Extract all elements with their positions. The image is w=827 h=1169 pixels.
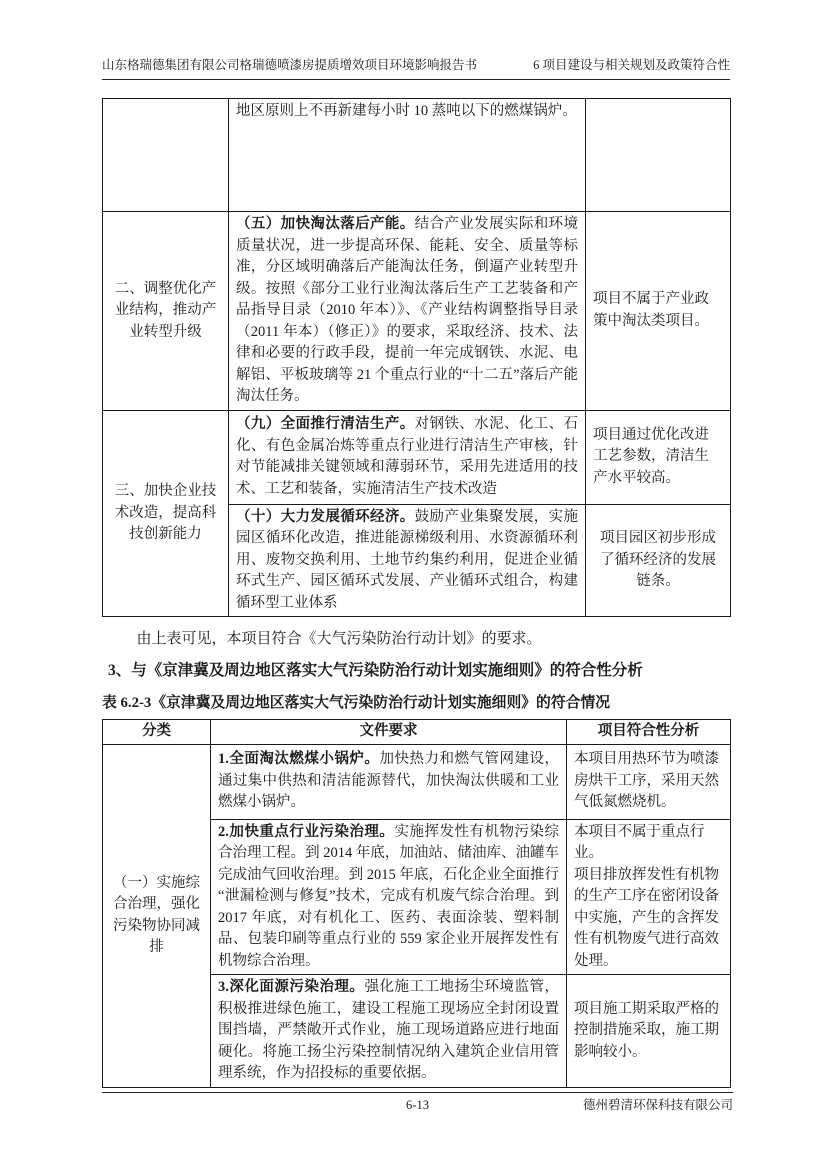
requirement-text: 强化施工工地扬尘环境监管，积极推进绿色施工，建设工程施工现场应全封闭设置围挡墙，严禁敞开式作业，施工现场道路应进行地面硬化。将施工扬尘污染控制情况纳入建筑企业信用管理系统，作为招投标的重要依据。 [218, 979, 560, 1081]
requirement-cell: 地区原则上不再新建每小时 10 蒸吨以下的燃煤锅炉。 [229, 99, 586, 212]
requirement-text: 结合产业发展实际和环境质量状况，进一步提高环保、能耗、安全、质量等标准，分区域明确落后产能淘汰任务，倒逼产业转型升级。按照《部分工业行业淘汰落后生产工艺装备和产品指导目录（2010 年本）》、《产业结构调整指导目录（2011 年本）（修正）》的要求，采取经济、技术、法律和必要的行政手段，提前一年完成钢铁、水泥、电解铝、平板玻璃等 21 个重点行业的“十二五”落后产能淘汰任务。 [236, 216, 579, 404]
page-number: 6-13 [406, 1098, 429, 1112]
requirement-lead: （九）全面推行清洁生产。 [236, 416, 415, 432]
requirement-cell [211, 744, 567, 819]
table-jingjinji-implementation [102, 719, 731, 1088]
requirement-text: 实施挥发性有机物污染综合治理工程。到 2014 年底，加油站、储油库、油罐车完成油气回收治理。到 2015 年底，石化企业全面推行“泄漏检测与修复”技术，完成有机废气综合治理。到 2017 年底，对有机化工、医药、表面涂装、塑料制品、包装印刷等重点行业的 559 家企业开展挥发性有机物综合治理。 [218, 823, 560, 969]
column-header-requirement: 文件要求 [211, 720, 567, 745]
page-footer [102, 1092, 733, 1112]
analysis-cell [586, 99, 731, 212]
page-content [102, 0, 730, 1088]
requirement-lead: 3.深化面源污染治理。 [218, 979, 365, 995]
table-caption: 表 6.2-3《京津冀及周边地区落实大气污染防治行动计划实施细则》的符合情况 [102, 695, 611, 711]
analysis-cell: 项目不属于产业政策中淘汰类项目。 [586, 212, 731, 411]
table-air-pollution-action-plan [102, 98, 731, 617]
requirement-lead: （五）加快淘汰落后产能。 [236, 216, 415, 232]
requirement-cell [211, 819, 567, 975]
analysis-cell: 本项目用热环节为喷漆房烘干工序，采用天然气低氮燃烧机。 [567, 744, 731, 819]
category-cell [103, 99, 229, 212]
table-row [103, 99, 731, 212]
requirement-cell [229, 410, 586, 504]
requirement-lead: 2.加快重点行业污染治理。 [218, 823, 395, 840]
analysis-cell: 项目园区初步形成了循环经济的发展链条。 [586, 504, 731, 617]
section-heading: 3、与《京津冀及周边地区落实大气污染防治行动计划实施细则》的符合性分析 [108, 662, 643, 679]
category-cell: （一）实施综合治理，强化污染物协同减排 [103, 744, 211, 1087]
page-header [102, 0, 730, 80]
requirement-cell [229, 504, 586, 617]
requirement-text: 对钢铁、水泥、化工、石化、有色金属冶炼等重点行业进行清洁生产审核，针对节能减排关键领域和薄弱环节，采用先进适用的技术、工艺和装备，实施清洁生产技术改造 [236, 416, 579, 497]
table-row [103, 212, 731, 411]
analysis-cell [567, 819, 731, 975]
footer-company-name: 德州碧清环保科技有限公司 [582, 1098, 733, 1112]
analysis-cell: 项目通过优化改进工艺参数，清洁生产水平较高。 [586, 410, 731, 504]
requirement-cell [211, 975, 567, 1088]
header-chapter-title: 6 项目建设与相关规划及政策符合性 [533, 58, 730, 72]
requirement-lead: （十）大力发展循环经济。 [236, 508, 415, 525]
column-header-analysis: 项目符合性分析 [567, 720, 731, 745]
category-cell: 二、调整优化产业结构，推动产业转型升级 [103, 212, 229, 411]
requirement-cell [229, 212, 586, 411]
analysis-paragraph: 本项目不属于重点行业。 [574, 823, 705, 861]
analysis-cell: 项目施工期采取严格的控制措施采取，施工期影响较小。 [567, 975, 731, 1088]
analysis-paragraph: 项目排放挥发性有机物的生产工序在密闭设备中实施，产生的含挥发性有机物废气进行高效处理。 [574, 866, 719, 969]
requirement-text: 鼓励产业集聚发展，实施园区循环化改造，推进能源梯级利用、水资源循环利用、废物交换利用、土地节约集约利用，促进企业循环式生产、园区循环式发展、产业循环式组合，构建循环型工业体系 [236, 508, 579, 611]
table-row [103, 410, 731, 504]
conclusion-paragraph: 由上表可见，本项目符合《大气污染防治行动计划》的要求。 [136, 631, 542, 647]
requirement-text: 加快热力和燃气管网建设，通过集中供热和清洁能源替代，加快淘汰供暖和工业燃煤小锅炉。 [218, 751, 559, 811]
header-report-title: 山东格瑞德集团有限公司格瑞德喷漆房提质增效项目环境影响报告书 [102, 58, 478, 72]
column-header-category: 分类 [103, 720, 211, 745]
table-row [103, 744, 731, 819]
category-cell: 三、加快企业技术改造，提高科技创新能力 [103, 410, 229, 617]
table-header-row [103, 720, 731, 745]
requirement-lead: 1.全面淘汰燃煤小锅炉。 [218, 751, 380, 768]
